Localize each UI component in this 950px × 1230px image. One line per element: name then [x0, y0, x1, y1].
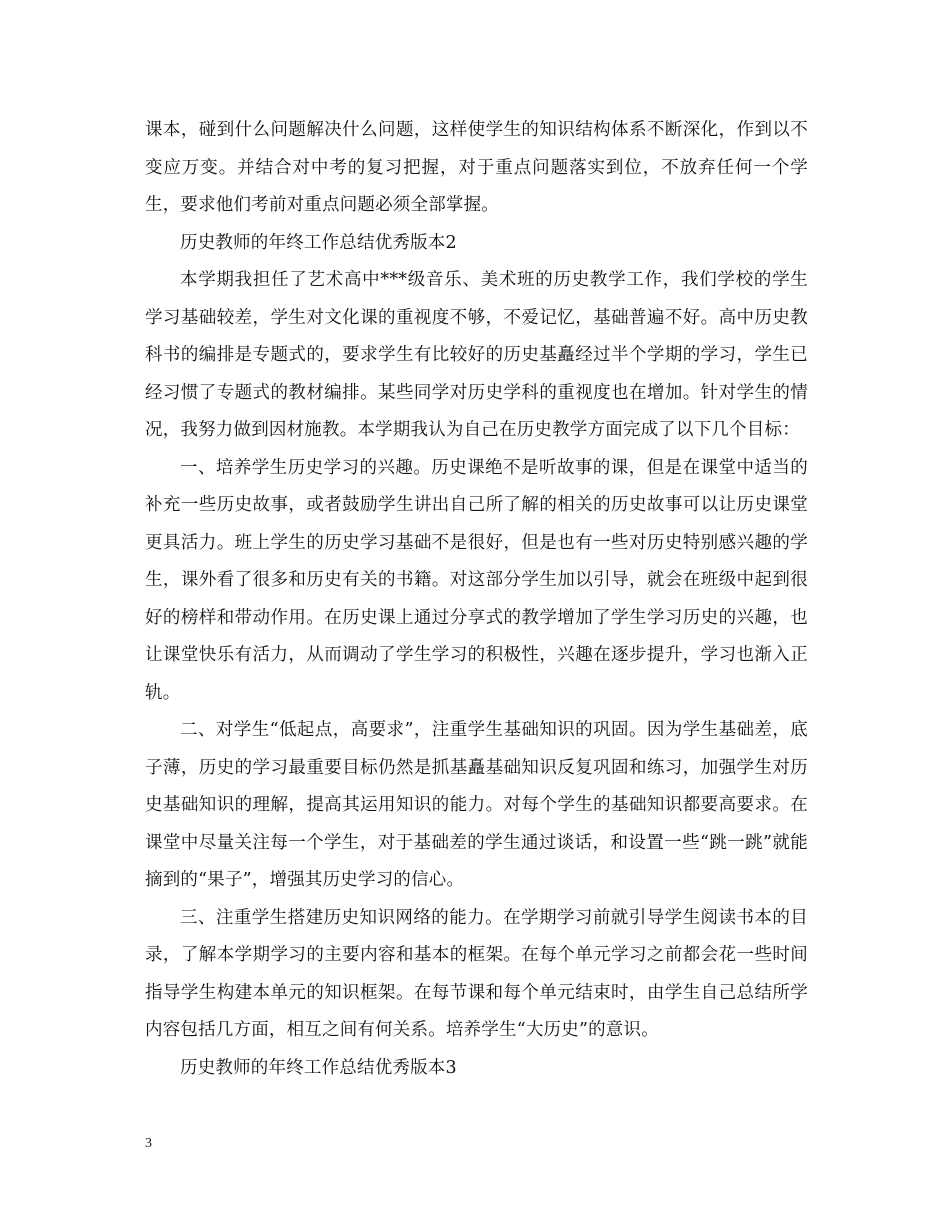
paragraph-point-3: 三、注重学生搭建历史知识网络的能力。在学期学习前就引导学生阅读书本的目录，了解本学期学习的主要内容和基本的框架。在每个单元学习之前都会花一些时间指导学生构建本单元的知识框架。在每节课和每个单元结束时，由学生自己总结所学内容包括几方面，相互之间有何关系。培养学生“大历史”的意识。	[145, 907, 808, 1040]
section-heading-version-3: 历史教师的年终工作总结优秀版本3	[180, 1057, 457, 1078]
paragraph-intro: 本学期我担任了艺术高中***级音乐、美术班的历史教学工作，我们学校的学生学习基础较差，学生对文化课的重视度不够，不爱记忆，基础普遍不好。高中历史教科书的编排是专题式的，要求学生有比较好的历史基矗经过半个学期的学习，学生已经习惯了专题式的教材编排。某些同学对历史学科的重视度也在增加。针对学生的情况，我努力做到因材施教。本学期我认为自己在历史教学方面完成了以下几个目标：	[145, 270, 808, 440]
document-body	[145, 112, 808, 1087]
paragraph-continuation: 课本，碰到什么问题解决什么问题，这样使学生的知识结构体系不断深化，作到以不变应万变。并结合对中考的复习把握，对于重点问题落实到位，不放弃任何一个学生，要求他们考前对重点问题必须全部掌握。	[145, 120, 808, 215]
paragraph-point-1: 一、培养学生历史学习的兴趣。历史课绝不是听故事的课，但是在课堂中适当的补充一些历史故事，或者鼓励学生讲出自己所了解的相关的历史故事可以让历史课堂更具活力。班上学生的历史学习基础不是很好，但是也有一些对历史特别感兴趣的学生，课外看了很多和历史有关的书籍。对这部分学生加以引导，就会在班级中起到很好的榜样和带动作用。在历史课上通过分享式的教学增加了学生学习历史的兴趣，也让课堂快乐有活力，从而调动了学生学习的积极性，兴趣在逐步提升，学习也渐入正轨。	[145, 457, 808, 703]
page-number: 3	[145, 1136, 152, 1151]
section-heading-version-2: 历史教师的年终工作总结优秀版本2	[180, 232, 457, 253]
paragraph-point-2: 二、对学生“低起点，高要求”，注重学生基础知识的巩固。因为学生基础差，底子薄，历史的学习最重要目标仍然是抓基矗基础知识反复巩固和练习，加强学生对历史基础知识的理解，提高其运用知识的能力。对每个学生的基础知识都要高要求。在课堂中尽量关注每一个学生，对于基础差的学生通过谈话，和设置一些“跳一跳”就能摘到的“果子”，增强其历史学习的信心。	[145, 720, 808, 890]
